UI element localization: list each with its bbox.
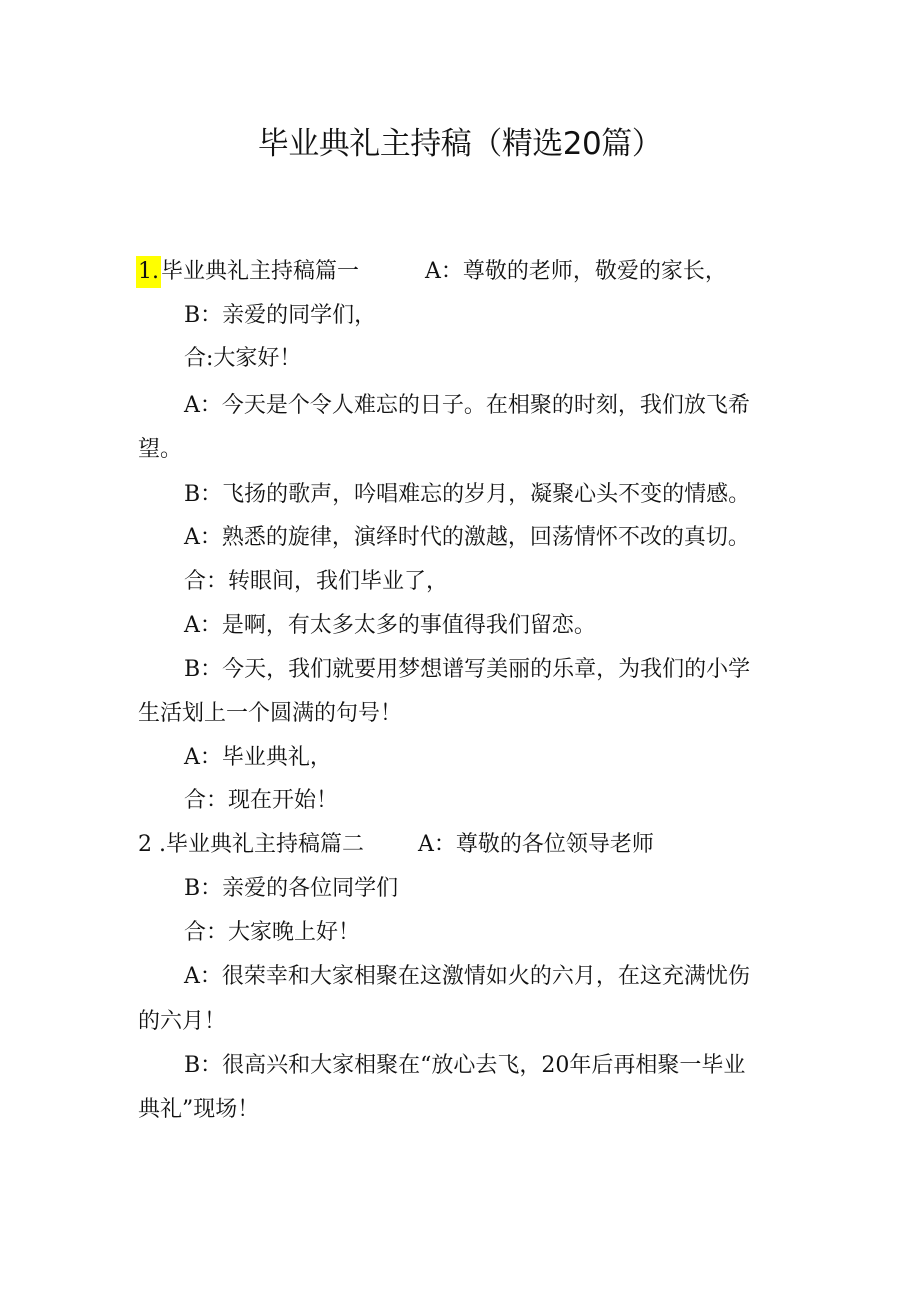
section-title: 毕业典礼主持稿篇一 (161, 259, 360, 284)
dialogue-line-continuation: 典礼”现场！ (138, 1097, 260, 1122)
dialogue-line: B：很高兴和大家相聚在“放心去飞，20年后再相聚一毕业 (184, 1053, 746, 1078)
section-title: 毕业典礼主持稿篇二 (165, 832, 364, 857)
dialogue-line-continuation: 的六月！ (138, 1009, 227, 1034)
dialogue-line: A：尊敬的老师，敬爱的家长， (425, 259, 727, 284)
dialogue-line: A：很荣幸和大家相聚在这激情如火的六月，在这充满忧伤 (184, 964, 750, 989)
dialogue-line: 合：大家晚上好！ (184, 920, 361, 945)
section-heading-2 (138, 829, 654, 861)
dialogue-line: A：毕业典礼， (184, 745, 332, 770)
dialogue-line-continuation: 望。 (138, 437, 183, 462)
section-number: 2 . (138, 832, 166, 857)
dialogue-line: B：飞扬的歌声，吟唱难忘的岁月，凝聚心头不变的情感。 (184, 482, 751, 507)
dialogue-line: B：亲爱的各位同学们 (184, 876, 399, 901)
dialogue-line: B：亲爱的同学们， (184, 303, 377, 328)
document-title: 毕业典礼主持稿（精选20篇） (257, 126, 663, 162)
section-heading-1 (138, 256, 727, 288)
section-number-highlight: 1. (136, 256, 161, 288)
dialogue-line: 合:大家好！ (184, 346, 302, 371)
dialogue-line: B：今天，我们就要用梦想谱写美丽的乐章，为我们的小学 (184, 657, 751, 682)
dialogue-line: A：是啊，有太多太多的事值得我们留恋。 (184, 613, 596, 638)
dialogue-line: A：今天是个令人难忘的日子。在相聚的时刻，我们放飞希 (184, 393, 750, 418)
dialogue-line: A：熟悉的旋律，演绎时代的激越，回荡情怀不改的真切。 (184, 525, 750, 550)
dialogue-line: 合：现在开始！ (184, 788, 339, 813)
dialogue-line: 合：转眼间，我们毕业了， (184, 569, 449, 594)
dialogue-line: A：尊敬的各位领导老师 (418, 832, 654, 857)
dialogue-line-continuation: 生活划上一个圆满的句号！ (138, 701, 403, 726)
